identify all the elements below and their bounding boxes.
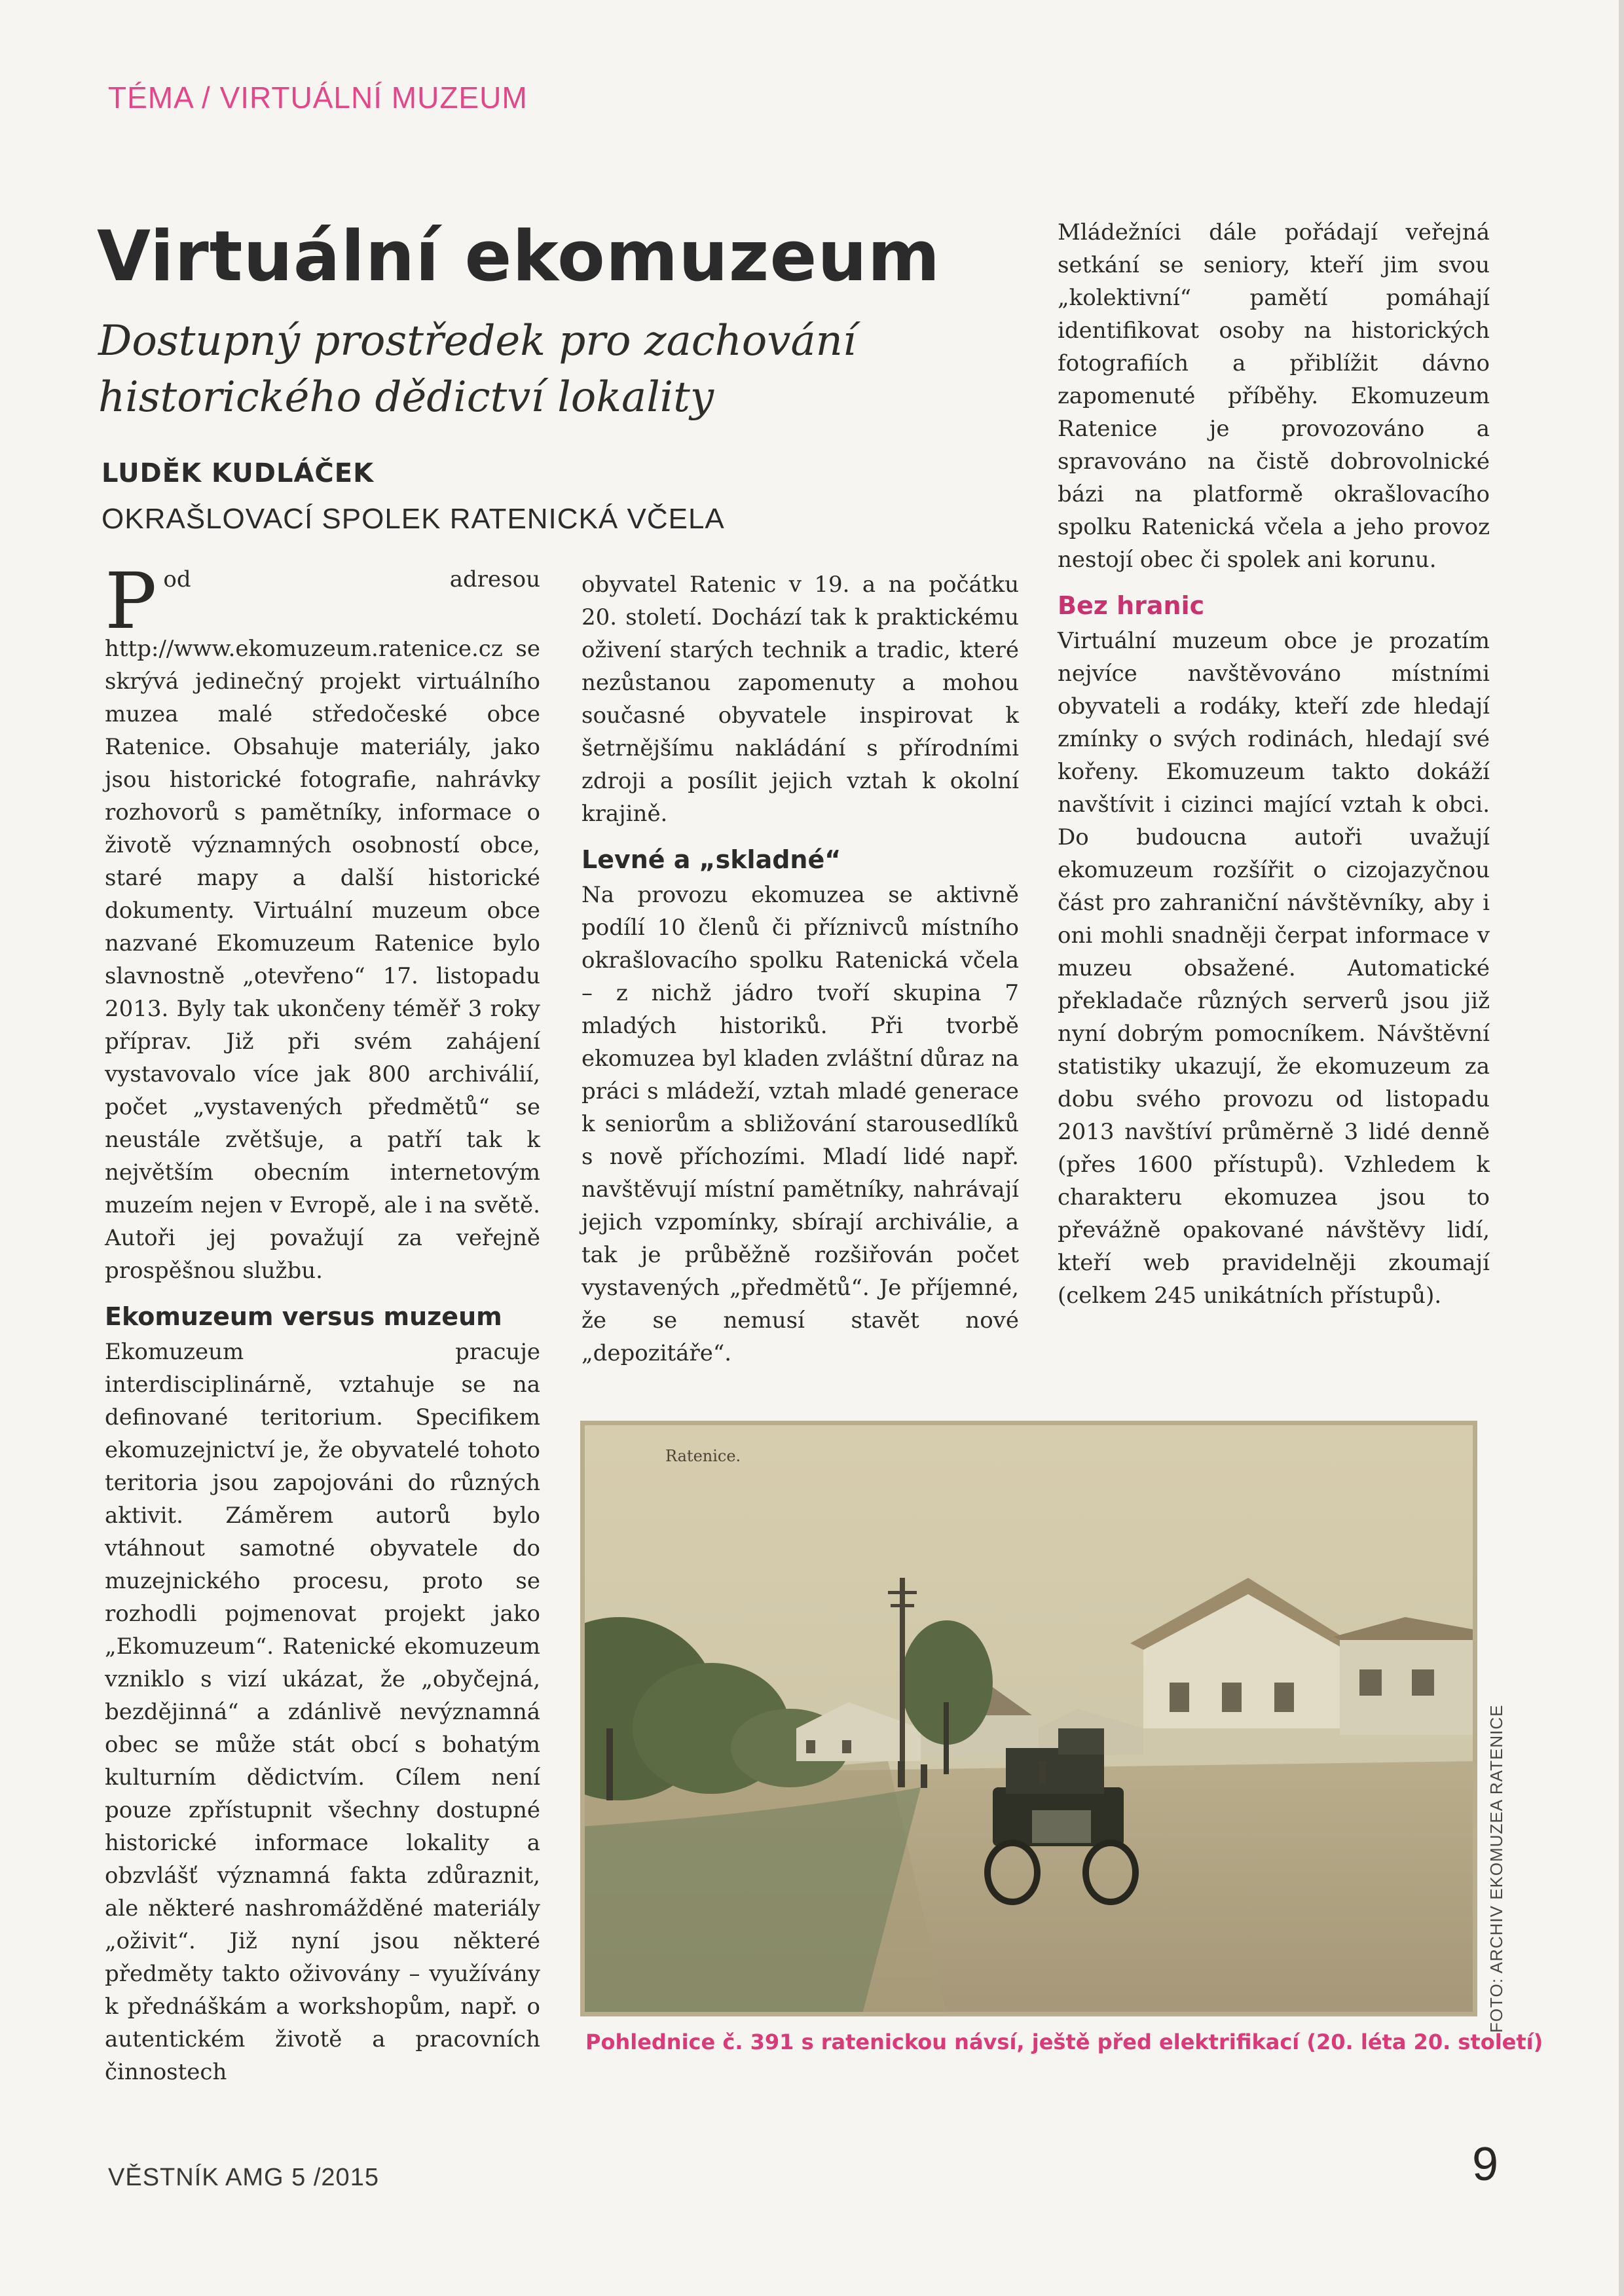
text-column-3 (1058, 216, 1490, 1312)
section-heading-bez-hranic: Bez hranic (1058, 591, 1205, 620)
body-paragraph: Mládežníci dále pořádají veřejná setkání se seniory, kteří jim svou „kolektivní“ pamětí pomáhají identifikovat osoby na historických fotografiích a přiblížit dávno zapomenuté příběhy. Ekomuzeum Ratenice je provozováno a spravováno na čistě dobrovolnické bázi na platformě okrašlovacího spolku Ratenická včela a jeho provoz nestojí obec či spolek ani korunu. (1058, 219, 1490, 573)
article-title: Virtuální ekomuzeum (97, 216, 941, 297)
author-affiliation: OKRAŠLOVACÍ SPOLEK RATENICKÁ VČELA (101, 503, 725, 535)
body-paragraph: Virtuální muzeum obce je prozatím nejvíce navštěvováno místními obyvateli a rodáky, kteří zde hledají zmínky o svých rodinách, hledají své kořeny. Ekomuzeum takto dokáží navštívit i cizinci mající vztah k obci. Do budoucna autoři uvažují ekomuzeum rozšířit o cizojazyčnou část pro zahraniční návštěvníky, aby i oni mohli snadněji čerpat informace v muzeu obsažené. Automatické překladače různých serverů jsou již nyní dobrým pomocníkem. Návštěvní statistiky ukazují, že ekomuzeum za dobu svého provozu od listopadu 2013 navštíví průměrně 3 lidé denně (přes 1600 přístupů). Vzhledem k charakteru ekomuzea jsou to převážně opakované návštěvy lidí, kteří web pravidelněji zkoumají (celkem 245 unikátních přístupů). (1058, 628, 1490, 1309)
body-paragraph: Na provozu ekomuzea se aktivně podílí 10 členů či příznivců místního okrašlovacího spolku Ratenická včela – z nichž jádro tvoří skupina 7 mladých historiků. Při tvorbě ekomuzea byl kladen zvláštní důraz na práci s mládeží, vztah mladé generace k seniorům a sbližování starousedlíků s nově příchozími. Mladí lidé např. navštěvují místní pamětníky, nahrávají jejich vzpomínky, sbírají archiválie, a tak je průběžně rozšiřován počet vystavených „předmětů“. Je příjemné, že se nemusí stavět nové „depozitáře“. (581, 882, 1019, 1366)
photo-credit (1486, 1457, 1526, 2033)
section-heading-levne-a-skladne: Levné a „skladné“ (581, 845, 841, 874)
photo-caption: Pohlednice č. 391 s ratenickou návsí, ještě před elektrifikací (20. léta 20. století) (585, 2030, 1543, 2054)
drop-cap: P (105, 556, 157, 646)
journal-footer: VĚSTNÍK AMG 5 /2015 (108, 2164, 379, 2191)
section-kicker: TÉMA / VIRTUÁLNÍ MUZEUM (108, 81, 528, 115)
section-heading-ekomuzeum-vs-muzeum: Ekomuzeum versus muzeum (105, 1302, 502, 1331)
body-paragraph: Ekomuzeum pracuje interdisciplinárně, vztahuje se na definované teritorium. Specifikem ekomuzejnictví je, že obyvatelé tohoto teritoria jsou zapojováni do různých aktivit. Záměrem autorů bylo vtáhnout samotné obyvatele do muzejnického procesu, proto se rozhodli pojmenovat projekt jako „Ekomuzeum“. Ratenické ekomuzeum vzniklo s vizí ukázat, že „obyčejná, bezdějinná“ a zdánlivě nevýznamná obec se může stát obcí s bohatým kulturním dědictvím. Cílem není pouze zpřístupnit všechny dostupné historické informace lokality a obzvlášť významná fakta zdůraznit, ale některé nashromážděné materiály „oživit“. Již nyní jsou některé předměty takto oživovány – využívány k přednáškám a workshopům, např. o autentickém životě a pracovních činnostech (105, 1339, 540, 2085)
author-name: LUDĚK KUDLÁČEK (101, 458, 375, 488)
postcard-label: Ratenice. (665, 1447, 741, 1465)
body-paragraph: obyvatel Ratenic v 19. a na počátku 20. století. Dochází tak k praktickému oživení starých technik a tradic, které nezůstanou zapomenuty a mohou současné obyvatele inspirovat k šetrnějšímu nakládání s přírodními zdroji a posílit jejich vztah k okolní krajině. (581, 572, 1019, 827)
text-column-2 (581, 568, 1019, 1370)
postcard-image (580, 1421, 1477, 2016)
historic-postcard-photo (580, 1421, 1477, 2016)
intro-paragraph (105, 556, 540, 1287)
page-number: 9 (1472, 2138, 1499, 2191)
article-subtitle: Dostupný prostředek pro zachování historického dědictví lokality (98, 317, 857, 422)
photo-credit-text: FOTO: ARCHIV EKOMUZEA RATENICE (1486, 1704, 1506, 2033)
intro-text: od adresou http://www.ekomuzeum.ratenice.cz se skrývá jedinečný projekt virtuálního muzea malé středočeské obce Ratenice. Obsahuje materiály, jako jsou historické fotografie, nahrávky rozhovorů s pamětníky, informace o životě významných osobností obce, staré mapy a další historické dokumenty. Virtuální muzeum obce nazvané Ekomuzeum Ratenice bylo slavnostně „otevřeno“ 17. listopadu 2013. Byly tak ukončeny téměř 3 roky příprav. Již při svém zahájení vystavovalo více jak 800 archiválií, počet „vystavených předmětů“ se neustále zvětšuje, a patří tak k největším obecním internetovým muzeím nejen v Evropě, ale i na světě. Autoři jej považují za veřejně prospěšnou službu. (105, 566, 540, 1284)
scan-edge (1619, 0, 1624, 2296)
text-column-1 (105, 556, 540, 2088)
